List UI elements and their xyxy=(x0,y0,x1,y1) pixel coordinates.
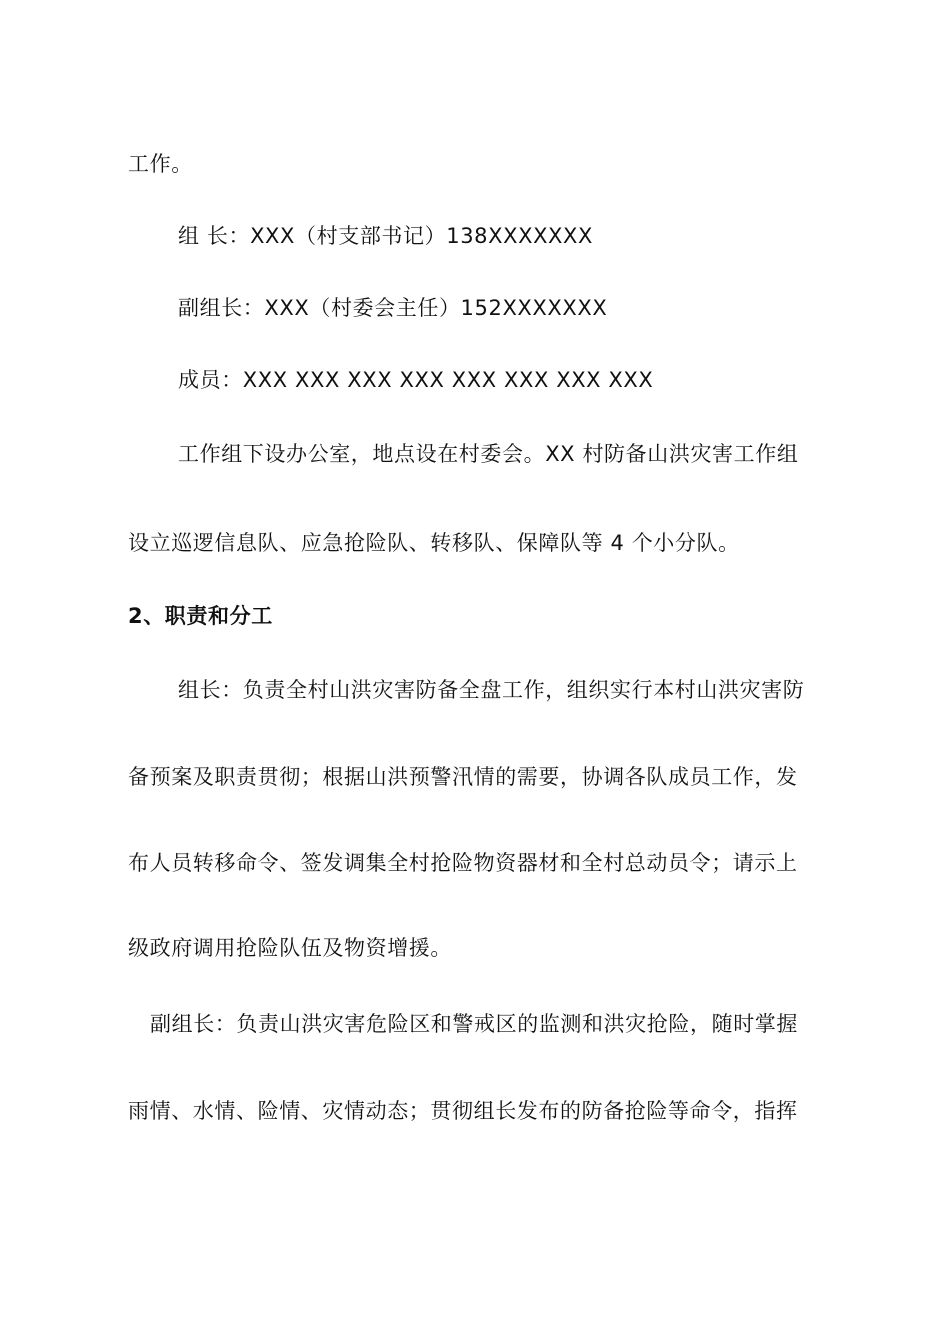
paragraph-line: 备预案及职责贯彻；根据山洪预警汛情的需要，协调各队成员工作，发 xyxy=(128,765,798,789)
paragraph-line: 雨情、水情、险情、灾情动态；贯彻组长发布的防备抢险等命令，指挥 xyxy=(128,1099,798,1123)
deputy-leader-line: 副组长：XXX（村委会主任）152XXXXXXX xyxy=(178,296,608,320)
paragraph-line: 工作组下设办公室，地点设在村委会。XX 村防备山洪灾害工作组 xyxy=(178,442,799,466)
paragraph-line: 级政府调用抢险队伍及物资增援。 xyxy=(128,936,452,960)
members-line: 成员：XXX XXX XXX XXX XXX XXX XXX XXX xyxy=(178,368,654,392)
paragraph-line: 布人员转移命令、签发调集全村抢险物资器材和全村总动员令；请示上 xyxy=(128,851,798,875)
paragraph-line: 组长：负责全村山洪灾害防备全盘工作，组织实行本村山洪灾害防 xyxy=(178,678,805,702)
paragraph-line: 工作。 xyxy=(128,152,193,176)
paragraph-line: 副组长：负责山洪灾害危险区和警戒区的监测和洪灾抢险，随时掌握 xyxy=(150,1012,798,1036)
paragraph-line: 设立巡逻信息队、应急抢险队、转移队、保障队等 4 个小分队。 xyxy=(128,531,740,555)
leader-line: 组 长：XXX（村支部书记）138XXXXXXX xyxy=(178,224,594,248)
section-heading: 2、职责和分工 xyxy=(128,604,273,628)
